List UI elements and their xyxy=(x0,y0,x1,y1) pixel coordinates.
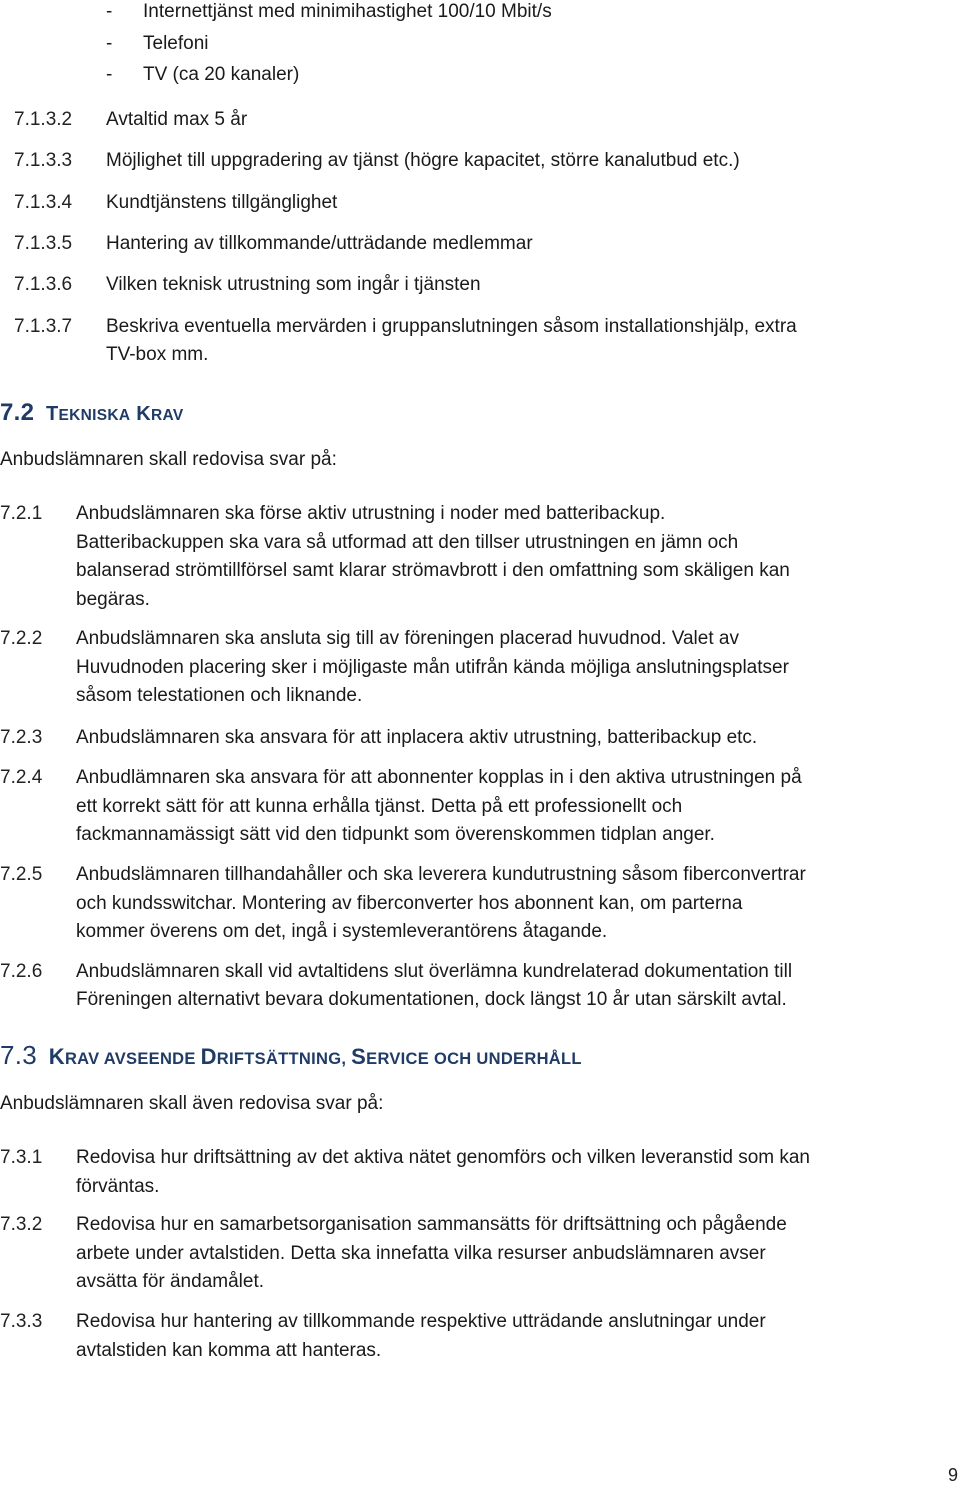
item-number: 7.1.3.2 xyxy=(14,109,73,130)
item-number: 7.2.3 xyxy=(0,727,43,748)
bullet-text: Internettjänst med minimihastighet 100/10 Mbit/s xyxy=(143,1,552,22)
bullet-dash: - xyxy=(106,33,113,54)
heading-word: K xyxy=(136,403,151,425)
item-text: Anbudslämnaren tillhandahåller och ska leverera kundutrustning såsom fiberconvertrar xyxy=(76,864,806,885)
item-number: 7.1.3.5 xyxy=(14,233,73,254)
section-intro: Anbudslämnaren skall redovisa svar på: xyxy=(0,449,337,470)
item-text: och kundsswitchar. Montering av fiberconverter hos abonnent kan, om parterna xyxy=(76,893,743,914)
item-number: 7.1.3.3 xyxy=(14,150,73,171)
item-text: Avtaltid max 5 år xyxy=(106,109,248,130)
item-text: Anbudslämnaren ska ansluta sig till av föreningen placerad huvudnod. Valet av xyxy=(76,628,739,649)
item-text: Huvudnoden placering sker i möjligaste mån utifrån kända möjliga anslutningsplatser xyxy=(76,657,789,678)
item-number: 7.2.1 xyxy=(0,503,43,524)
heading-word: RIFTSÄTTNING, xyxy=(216,1050,352,1068)
heading-word: RAV AVSEENDE xyxy=(64,1050,201,1068)
item-text: Möjlighet till uppgradering av tjänst (högre kapacitet, större kanalutbud etc.) xyxy=(106,150,740,171)
heading-number: 7.2 xyxy=(0,399,35,426)
item-number: 7.2.2 xyxy=(0,628,43,649)
item-text: Anbudslämnaren ska förse aktiv utrustning i noder med batteribackup. xyxy=(76,503,666,524)
item-number: 7.1.3.6 xyxy=(14,274,73,295)
item-text: fackmannamässigt sätt vid den tidpunkt som överenskommen tidplan anger. xyxy=(76,824,715,845)
bullet-text: Telefoni xyxy=(143,33,209,54)
heading-word: K xyxy=(48,1044,65,1069)
item-text: Anbudslämnaren ska ansvara för att inplacera aktiv utrustning, batteribackup etc. xyxy=(76,727,758,748)
item-number: 7.2.6 xyxy=(0,961,43,982)
item-text: Anbudlämnaren ska ansvara för att abonnenter kopplas in i den aktiva utrustningen på xyxy=(76,767,802,788)
item-number: 7.2.5 xyxy=(0,864,43,885)
heading-number: 7.3 xyxy=(0,1040,38,1070)
item-text: Redovisa hur en samarbetsorganisation sammansätts för driftsättning och pågående xyxy=(76,1214,787,1235)
heading-word: T xyxy=(45,403,59,425)
heading-word: ERVICE OCH UNDERHÅLL xyxy=(366,1050,582,1068)
item-text: Anbudslämnaren skall vid avtaltidens slut överlämna kundrelaterad dokumentation till xyxy=(76,961,793,982)
item-number: 7.3.1 xyxy=(0,1147,43,1168)
item-number: 7.3.2 xyxy=(0,1214,43,1235)
item-text: Hantering av tillkommande/utträdande medlemmar xyxy=(106,233,533,254)
item-text: begäras. xyxy=(76,589,150,610)
heading-word: RAV xyxy=(150,407,184,424)
section-heading-7-3 xyxy=(0,1040,582,1071)
page-number: 9 xyxy=(947,1465,958,1485)
item-text: Batteribackuppen ska vara så utformad att den tillser utrustningen en jämn och xyxy=(76,532,739,553)
item-text: Föreningen alternativt bevara dokumentationen, dock längst 10 år utan särskilt avtal. xyxy=(76,989,787,1010)
section-intro: Anbudslämnaren skall även redovisa svar på: xyxy=(0,1093,384,1114)
item-text: Vilken teknisk utrustning som ingår i tjänsten xyxy=(106,274,481,295)
item-text: Beskriva eventuella mervärden i gruppanslutningen såsom installationshjälp, extra xyxy=(106,316,797,337)
item-text: avsätta för ändamålet. xyxy=(76,1271,264,1292)
item-text: balanserad strömtillförsel samt klarar strömavbrott i den omfattning som skäligen kan xyxy=(76,560,790,581)
item-number: 7.2.4 xyxy=(0,767,43,788)
section-heading-7-2 xyxy=(0,399,183,427)
heading-word: D xyxy=(200,1044,217,1069)
item-text: avtalstiden kan komma att hanteras. xyxy=(76,1340,382,1361)
item-text: arbete under avtalstiden. Detta ska innefatta vilka resurser anbudslämnaren avser xyxy=(76,1243,766,1264)
item-text: Kundtjänstens tillgänglighet xyxy=(106,192,338,213)
heading-word: S xyxy=(351,1044,367,1069)
bullet-text: TV (ca 20 kanaler) xyxy=(143,64,300,85)
item-number: 7.3.3 xyxy=(0,1311,43,1332)
item-number: 7.1.3.7 xyxy=(14,316,73,337)
bullet-dash: - xyxy=(106,1,113,22)
item-text: Redovisa hur driftsättning av det aktiva nätet genomförs och vilken leveranstid som kan xyxy=(76,1147,810,1168)
item-text: kommer överens om det, ingå i systemleverantörens åtagande. xyxy=(76,921,608,942)
item-text: TV-box mm. xyxy=(106,344,209,365)
item-text: Redovisa hur hantering av tillkommande respektive utträdande anslutningar under xyxy=(76,1311,766,1332)
bullet-dash: - xyxy=(106,64,113,85)
item-text: ett korrekt sätt för att kunna erhålla tjänst. Detta på ett professionellt och xyxy=(76,796,683,817)
item-number: 7.1.3.4 xyxy=(14,192,73,213)
item-text: såsom telestationen och liknande. xyxy=(76,685,363,706)
heading-word: EKNISKA xyxy=(58,407,131,424)
item-text: förväntas. xyxy=(76,1176,160,1197)
